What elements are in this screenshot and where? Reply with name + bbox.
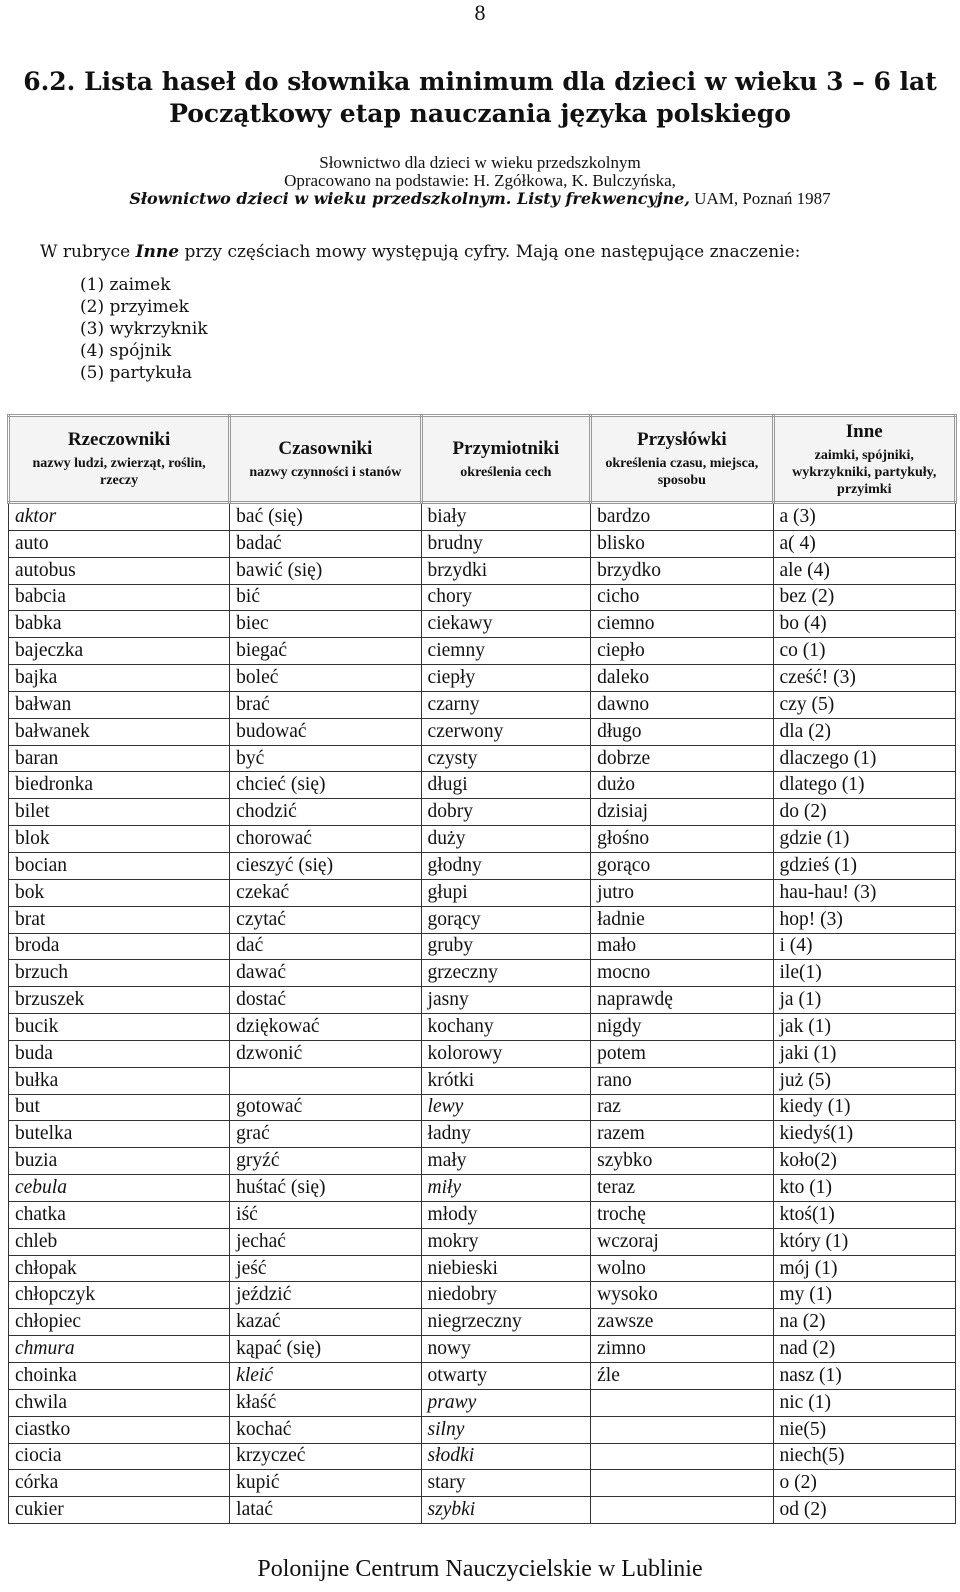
adjective-cell: młody xyxy=(421,1201,591,1228)
adverb-cell: ciepło xyxy=(591,638,773,665)
noun-cell: broda xyxy=(9,933,230,960)
adjective-cell: niedobry xyxy=(421,1282,591,1309)
other-cell: dlaczego (1) xyxy=(773,745,955,772)
legend-item: (2) przyimek xyxy=(80,297,189,317)
verb-cell: krzyczeć xyxy=(230,1443,421,1470)
adverb-cell: szybko xyxy=(591,1148,773,1175)
table-row xyxy=(9,638,956,665)
noun-cell: bajka xyxy=(9,665,230,692)
adjective-cell: nowy xyxy=(421,1336,591,1363)
source-book-title: Słownictwo dzieci w wieku przedszkolnym. Listy frekwencyjne, xyxy=(129,189,690,208)
noun-cell: ciastko xyxy=(9,1416,230,1443)
adverb-cell: brzydko xyxy=(591,557,773,584)
noun-cell: bucik xyxy=(9,1014,230,1041)
other-cell: a (3) xyxy=(773,503,955,531)
verb-cell: dzwonić xyxy=(230,1040,421,1067)
adverb-cell: wysoko xyxy=(591,1282,773,1309)
noun-cell: chwila xyxy=(9,1389,230,1416)
verb-cell: dawać xyxy=(230,960,421,987)
noun-cell: buzia xyxy=(9,1148,230,1175)
header-subtitle: nazwy czynności i stanów xyxy=(249,464,402,480)
table-row xyxy=(9,1014,956,1041)
adverb-cell: źle xyxy=(591,1363,773,1390)
note-suffix: przy częściach mowy występują cyfry. Mają one następujące znaczenie: xyxy=(179,242,801,262)
noun-cell: brat xyxy=(9,906,230,933)
adverb-cell: wczoraj xyxy=(591,1228,773,1255)
other-cell: kiedyś(1) xyxy=(773,1121,955,1148)
other-cell: na (2) xyxy=(773,1309,955,1336)
other-cell: a( 4) xyxy=(773,530,955,557)
other-cell: hop! (3) xyxy=(773,906,955,933)
verb-cell: jechać xyxy=(230,1228,421,1255)
adjective-cell: jasny xyxy=(421,987,591,1014)
adverb-cell: dużo xyxy=(591,772,773,799)
source-publisher: UAM, Poznań 1987 xyxy=(689,189,831,208)
verb-cell: biegać xyxy=(230,638,421,665)
subtitle-line-1: Słownictwo dla dzieci w wieku przedszkolnym xyxy=(319,153,641,172)
title-line-1: 6.2. Lista haseł do słownika minimum dla dzieci w wieku 3 – 6 lat xyxy=(23,67,937,96)
other-cell: cześć! (3) xyxy=(773,665,955,692)
verb-cell: bać (się) xyxy=(230,503,421,531)
adverb-cell xyxy=(591,1416,773,1443)
table-body xyxy=(9,503,956,1524)
adjective-cell: słodki xyxy=(421,1443,591,1470)
adjective-cell: kochany xyxy=(421,1014,591,1041)
adverb-cell: razem xyxy=(591,1121,773,1148)
adjective-cell: prawy xyxy=(421,1389,591,1416)
adjective-cell: szybki xyxy=(421,1497,591,1524)
header-subtitle: nazwy ludzi, zwierząt, roślin, rzeczy xyxy=(32,456,206,488)
verb-cell: dać xyxy=(230,933,421,960)
verb-cell: biec xyxy=(230,611,421,638)
header-subtitle: określenia czasu, miejsca, sposobu xyxy=(605,456,759,488)
adverb-cell: wolno xyxy=(591,1255,773,1282)
header-adverbs xyxy=(591,416,773,503)
header-verbs xyxy=(230,416,421,503)
verb-cell: czytać xyxy=(230,906,421,933)
table-row xyxy=(9,879,956,906)
verb-cell: dziękować xyxy=(230,1014,421,1041)
table-row xyxy=(9,1497,956,1524)
table-row xyxy=(9,530,956,557)
adverb-cell: trochę xyxy=(591,1201,773,1228)
verb-cell: cieszyć (się) xyxy=(230,852,421,879)
table-row xyxy=(9,503,956,531)
verb-cell: brać xyxy=(230,691,421,718)
adverb-cell: nigdy xyxy=(591,1014,773,1041)
noun-cell: bułka xyxy=(9,1067,230,1094)
adverb-cell: jutro xyxy=(591,879,773,906)
noun-cell: chleb xyxy=(9,1228,230,1255)
noun-cell: brzuszek xyxy=(9,987,230,1014)
other-cell: dla (2) xyxy=(773,718,955,745)
other-cell: do (2) xyxy=(773,799,955,826)
other-cell: ktoś(1) xyxy=(773,1201,955,1228)
table-row xyxy=(9,1336,956,1363)
other-cell: który (1) xyxy=(773,1228,955,1255)
verb-cell: latać xyxy=(230,1497,421,1524)
other-cell: czy (5) xyxy=(773,691,955,718)
adverb-cell: mocno xyxy=(591,960,773,987)
subtitle-line-2: Opracowano na podstawie: H. Zgółkowa, K. Bulczyńska, xyxy=(284,171,676,190)
adverb-cell: zawsze xyxy=(591,1309,773,1336)
adverb-cell: bardzo xyxy=(591,503,773,531)
note-prefix: W rubryce xyxy=(40,242,136,262)
table-row xyxy=(9,1175,956,1202)
other-cell: koło(2) xyxy=(773,1148,955,1175)
table-row xyxy=(9,1255,956,1282)
adjective-cell: ciekawy xyxy=(421,611,591,638)
other-cell: bo (4) xyxy=(773,611,955,638)
adverb-cell: długo xyxy=(591,718,773,745)
adverb-cell: raz xyxy=(591,1094,773,1121)
other-cell: i (4) xyxy=(773,933,955,960)
adverb-cell xyxy=(591,1470,773,1497)
header-title: Rzeczowniki xyxy=(67,429,171,450)
noun-cell: auto xyxy=(9,530,230,557)
other-cell: gdzie (1) xyxy=(773,826,955,853)
adjective-cell: stary xyxy=(421,1470,591,1497)
header-other xyxy=(773,416,955,503)
adverb-cell: dawno xyxy=(591,691,773,718)
adjective-cell: niegrzeczny xyxy=(421,1309,591,1336)
noun-cell: bałwanek xyxy=(9,718,230,745)
table-row xyxy=(9,772,956,799)
adjective-cell: czerwony xyxy=(421,718,591,745)
verb-cell: budować xyxy=(230,718,421,745)
page-title xyxy=(0,66,960,130)
adjective-cell: brudny xyxy=(421,530,591,557)
table-row xyxy=(9,1309,956,1336)
noun-cell: but xyxy=(9,1094,230,1121)
table-row xyxy=(9,1470,956,1497)
noun-cell: chatka xyxy=(9,1201,230,1228)
adjective-cell: duży xyxy=(421,826,591,853)
noun-cell: bilet xyxy=(9,799,230,826)
other-cell: mój (1) xyxy=(773,1255,955,1282)
noun-cell: cukier xyxy=(9,1497,230,1524)
header-nouns xyxy=(9,416,230,503)
adverb-cell xyxy=(591,1443,773,1470)
adjective-cell: ciepły xyxy=(421,665,591,692)
other-cell: gdzieś (1) xyxy=(773,852,955,879)
verb-cell: bawić (się) xyxy=(230,557,421,584)
noun-cell: chmura xyxy=(9,1336,230,1363)
legend-item: (4) spójnik xyxy=(80,341,172,361)
other-cell: ile(1) xyxy=(773,960,955,987)
adjective-cell: ciemny xyxy=(421,638,591,665)
adjective-cell: czysty xyxy=(421,745,591,772)
header-title: Inne xyxy=(845,420,883,442)
verb-cell xyxy=(230,1067,421,1094)
header-title: Przysłówki xyxy=(636,429,727,450)
other-cell: kiedy (1) xyxy=(773,1094,955,1121)
adjective-cell: długi xyxy=(421,772,591,799)
other-cell: już (5) xyxy=(773,1067,955,1094)
adjective-cell: lewy xyxy=(421,1094,591,1121)
verb-cell: jeździć xyxy=(230,1282,421,1309)
noun-cell: bocian xyxy=(9,852,230,879)
noun-cell: butelka xyxy=(9,1121,230,1148)
other-cell: co (1) xyxy=(773,638,955,665)
table-row xyxy=(9,1416,956,1443)
adjective-cell: głodny xyxy=(421,852,591,879)
noun-cell: aktor xyxy=(9,503,230,531)
other-cell: ale (4) xyxy=(773,557,955,584)
verb-cell: bić xyxy=(230,584,421,611)
verb-cell: kochać xyxy=(230,1416,421,1443)
adverb-cell: dzisiaj xyxy=(591,799,773,826)
adjective-cell: brzydki xyxy=(421,557,591,584)
other-cell: my (1) xyxy=(773,1282,955,1309)
adverb-cell: blisko xyxy=(591,530,773,557)
adjective-cell: gruby xyxy=(421,933,591,960)
verb-cell: gotować xyxy=(230,1094,421,1121)
table-row xyxy=(9,1094,956,1121)
noun-cell: buda xyxy=(9,1040,230,1067)
verb-cell: chcieć (się) xyxy=(230,772,421,799)
adverb-cell xyxy=(591,1497,773,1524)
header-title: Czasowniki xyxy=(278,437,373,459)
other-cell: dlatego (1) xyxy=(773,772,955,799)
table-row xyxy=(9,987,956,1014)
verb-cell: kleić xyxy=(230,1363,421,1390)
adverb-cell: gorąco xyxy=(591,852,773,879)
noun-cell: brzuch xyxy=(9,960,230,987)
table-row xyxy=(9,718,956,745)
verb-cell: kazać xyxy=(230,1309,421,1336)
table-header-row xyxy=(9,416,956,503)
legend-item: (5) partykuła xyxy=(80,363,192,383)
adverb-cell: głośno xyxy=(591,826,773,853)
other-cell: o (2) xyxy=(773,1470,955,1497)
adjective-cell: chory xyxy=(421,584,591,611)
verb-cell: kąpać (się) xyxy=(230,1336,421,1363)
table-row xyxy=(9,665,956,692)
table-row xyxy=(9,557,956,584)
verb-cell: czekać xyxy=(230,879,421,906)
adverb-cell: cicho xyxy=(591,584,773,611)
verb-cell: dostać xyxy=(230,987,421,1014)
adjective-cell: otwarty xyxy=(421,1363,591,1390)
verb-cell: iść xyxy=(230,1201,421,1228)
table-row xyxy=(9,826,956,853)
verb-cell: kłaść xyxy=(230,1389,421,1416)
other-cell: od (2) xyxy=(773,1497,955,1524)
verb-cell: grać xyxy=(230,1121,421,1148)
noun-cell: autobus xyxy=(9,557,230,584)
adjective-cell: silny xyxy=(421,1416,591,1443)
other-cell: nie(5) xyxy=(773,1416,955,1443)
other-cell: kto (1) xyxy=(773,1175,955,1202)
noun-cell: bajeczka xyxy=(9,638,230,665)
other-cell: hau-hau! (3) xyxy=(773,879,955,906)
footer: Polonijne Centrum Nauczycielskie w Lublinie xyxy=(257,1556,703,1582)
table-row xyxy=(9,1121,956,1148)
noun-cell: cebula xyxy=(9,1175,230,1202)
legend-item: (1) zaimek xyxy=(80,275,171,295)
table-row xyxy=(9,1282,956,1309)
adverb-cell: ciemno xyxy=(591,611,773,638)
table-row xyxy=(9,1443,956,1470)
adjective-cell: czarny xyxy=(421,691,591,718)
table-row xyxy=(9,611,956,638)
note-bold: Inne xyxy=(135,242,180,262)
title-line-2: Początkowy etap nauczania języka polskiego xyxy=(169,99,791,128)
adjective-cell: mały xyxy=(421,1148,591,1175)
header-subtitle: zaimki, spójniki, wykrzykniki, partykuły, przyimki xyxy=(792,447,937,497)
table-row xyxy=(9,584,956,611)
other-cell: bez (2) xyxy=(773,584,955,611)
noun-cell: córka xyxy=(9,1470,230,1497)
noun-cell: babcia xyxy=(9,584,230,611)
table-row xyxy=(9,1363,956,1390)
other-cell: ja (1) xyxy=(773,987,955,1014)
noun-cell: bok xyxy=(9,879,230,906)
verb-cell: kupić xyxy=(230,1470,421,1497)
verb-cell: boleć xyxy=(230,665,421,692)
table-row xyxy=(9,852,956,879)
noun-cell: blok xyxy=(9,826,230,853)
table-row xyxy=(9,745,956,772)
header-adjectives xyxy=(421,416,591,503)
table-row xyxy=(9,799,956,826)
adjective-cell: gorący xyxy=(421,906,591,933)
other-cell: jaki (1) xyxy=(773,1040,955,1067)
table-row xyxy=(9,1228,956,1255)
adjective-cell: głupi xyxy=(421,879,591,906)
noun-cell: bałwan xyxy=(9,691,230,718)
verb-cell: huśtać (się) xyxy=(230,1175,421,1202)
table-row xyxy=(9,1201,956,1228)
verb-cell: gryźć xyxy=(230,1148,421,1175)
table-row xyxy=(9,1148,956,1175)
adverb-cell: potem xyxy=(591,1040,773,1067)
vocabulary-table xyxy=(7,414,957,1524)
adverb-cell: dobrze xyxy=(591,745,773,772)
other-cell: nad (2) xyxy=(773,1336,955,1363)
table-row xyxy=(9,933,956,960)
legend-list xyxy=(80,274,208,384)
adjective-cell: niebieski xyxy=(421,1255,591,1282)
adverb-cell: teraz xyxy=(591,1175,773,1202)
adverb-cell: naprawdę xyxy=(591,987,773,1014)
adjective-cell: mokry xyxy=(421,1228,591,1255)
other-cell: nic (1) xyxy=(773,1389,955,1416)
adjective-cell: biały xyxy=(421,503,591,531)
noun-cell: chłopak xyxy=(9,1255,230,1282)
adverb-cell: zimno xyxy=(591,1336,773,1363)
verb-cell: być xyxy=(230,745,421,772)
noun-cell: chłopczyk xyxy=(9,1282,230,1309)
verb-cell: badać xyxy=(230,530,421,557)
noun-cell: babka xyxy=(9,611,230,638)
subtitle-line-3 xyxy=(0,190,960,208)
source-info xyxy=(0,154,960,208)
header-title: Przymiotniki xyxy=(452,437,560,459)
adjective-cell: ładny xyxy=(421,1121,591,1148)
table-row xyxy=(9,906,956,933)
noun-cell: choinka xyxy=(9,1363,230,1390)
noun-cell: chłopiec xyxy=(9,1309,230,1336)
verb-cell: chorować xyxy=(230,826,421,853)
adjective-cell: miły xyxy=(421,1175,591,1202)
page-number: 8 xyxy=(474,0,486,25)
adverb-cell: ładnie xyxy=(591,906,773,933)
other-cell: nasz (1) xyxy=(773,1363,955,1390)
verb-cell: chodzić xyxy=(230,799,421,826)
adjective-cell: kolorowy xyxy=(421,1040,591,1067)
verb-cell: jeść xyxy=(230,1255,421,1282)
adverb-cell: mało xyxy=(591,933,773,960)
adverb-cell xyxy=(591,1389,773,1416)
adjective-cell: dobry xyxy=(421,799,591,826)
noun-cell: biedronka xyxy=(9,772,230,799)
noun-cell: baran xyxy=(9,745,230,772)
legend-item: (3) wykrzyknik xyxy=(80,319,208,339)
other-cell: jak (1) xyxy=(773,1014,955,1041)
other-cell: niech(5) xyxy=(773,1443,955,1470)
table-row xyxy=(9,1040,956,1067)
adjective-cell: krótki xyxy=(421,1067,591,1094)
adjective-cell: grzeczny xyxy=(421,960,591,987)
legend-note xyxy=(40,242,800,262)
noun-cell: ciocia xyxy=(9,1443,230,1470)
header-subtitle: określenia cech xyxy=(460,464,552,480)
table-row xyxy=(9,1067,956,1094)
table-row xyxy=(9,691,956,718)
adverb-cell: daleko xyxy=(591,665,773,692)
adverb-cell: rano xyxy=(591,1067,773,1094)
table-row xyxy=(9,960,956,987)
table-row xyxy=(9,1389,956,1416)
